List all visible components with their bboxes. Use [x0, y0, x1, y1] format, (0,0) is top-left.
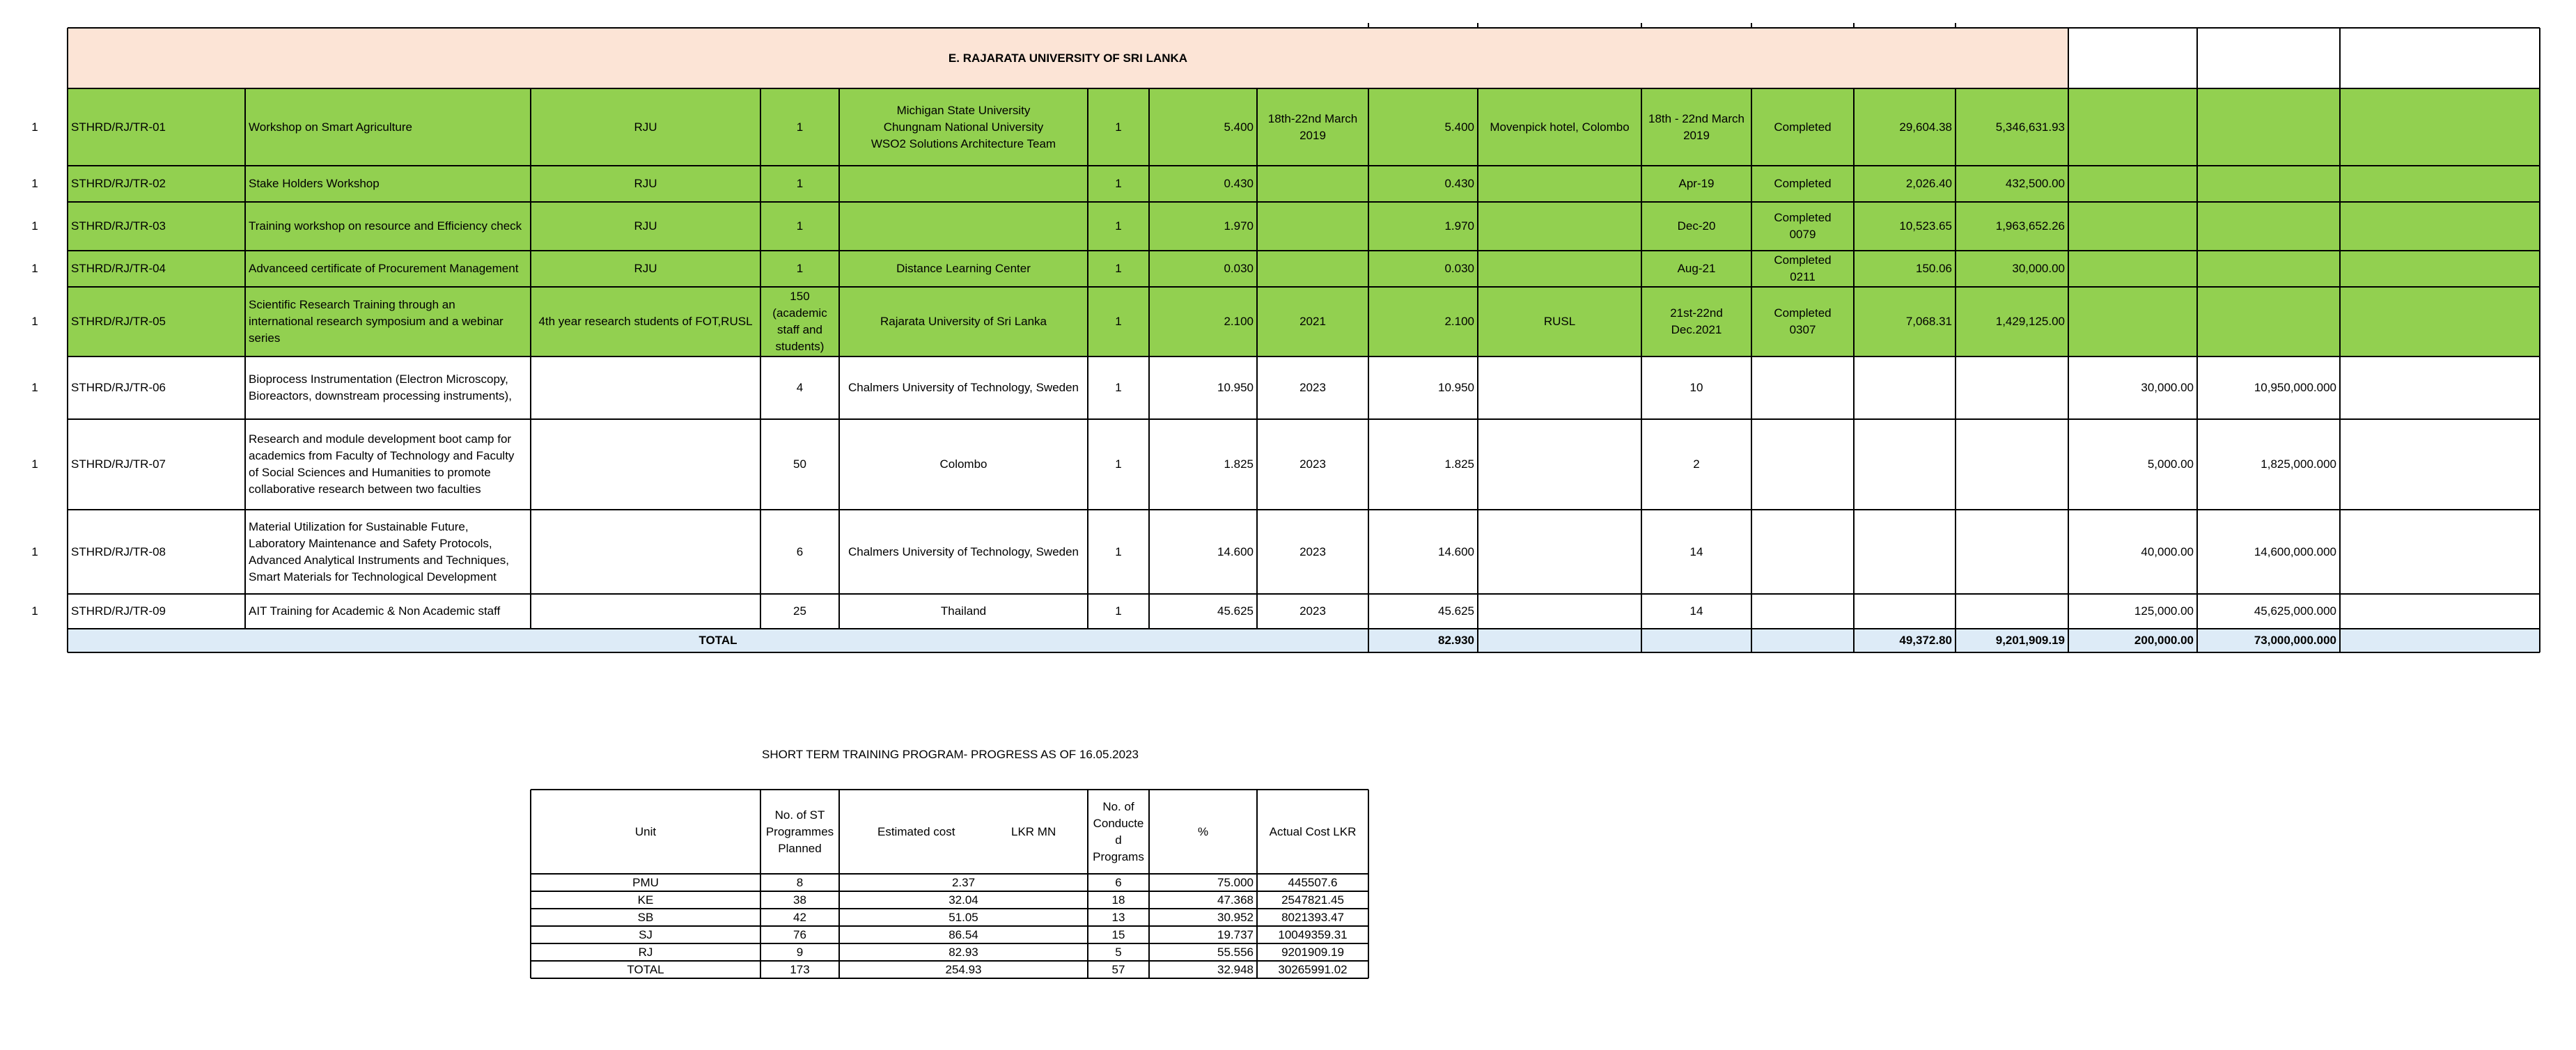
cell-code: STHRD/RJ/TR-08 [71, 544, 166, 558]
cell-usd-cost [1854, 356, 1956, 419]
summary-cell-est: 2.37 [951, 875, 976, 889]
grid-line-v [1368, 629, 1369, 652]
cell-participants: 150 (academic staff and students) [772, 290, 827, 353]
grid-line-v [1477, 88, 1478, 629]
summary-cell-est: 82.93 [949, 945, 978, 959]
cell-code: STHRD/RJ/TR-05 [71, 315, 166, 328]
cell-cost: 14.600 [1438, 544, 1474, 558]
cell-est-cost: 14.600 [1217, 544, 1254, 558]
row-number: 1 [31, 219, 38, 233]
cell-status [1751, 419, 1854, 510]
cell-usd-cost: 2,026.40 [1905, 177, 1952, 190]
cell-venue [1478, 594, 1641, 629]
summary-cell-conducted: 13 [1111, 910, 1125, 924]
summary-cell-est: 32.04 [949, 893, 978, 907]
grid-line-v [1368, 790, 1369, 978]
summary-cell-pct: 32.948 [1217, 962, 1254, 976]
cell-target: RJU [634, 262, 657, 275]
grid-line-v [760, 790, 761, 978]
summary-cell-pct: 19.737 [1217, 927, 1254, 941]
cell-count: 1 [1115, 381, 1122, 394]
cell-participants: 6 [796, 544, 804, 558]
cell-participants: 25 [793, 604, 806, 618]
cell-title: Training workshop on resource and Efficiency check [249, 219, 522, 233]
cell-actual-date: 18th - 22nd March 2019 [1648, 111, 1744, 142]
cell-target [531, 510, 760, 594]
grid-line-h [68, 250, 2540, 251]
total-lkr: 9,201,909.19 [1995, 634, 2065, 647]
summary-cell-conducted: 6 [1115, 875, 1122, 889]
cell-institution: Thailand [940, 604, 987, 618]
cell-target: RJU [634, 120, 657, 134]
cell-total-cost [2197, 251, 2340, 287]
grid-line-h [68, 652, 2540, 653]
cell-code: STHRD/RJ/TR-03 [71, 219, 166, 233]
grid-line-v [1368, 88, 1369, 629]
cell-target [531, 594, 760, 629]
cell-est-cost: 0.030 [1224, 262, 1254, 275]
cell-title: Material Utilization for Sustainable Future, Laboratory Maintenance and Safety Protocols, Advanced Analytical Instruments and Techniques, Smart Materials for Technological Development [249, 519, 509, 583]
grid-line-v [838, 88, 840, 629]
cell-unit-cost: 30,000.00 [2141, 381, 2194, 394]
cell-actual-date: Dec-20 [1677, 219, 1716, 233]
summary-cell-pct: 55.556 [1217, 945, 1254, 959]
summary-cell-unit: RJ [638, 945, 653, 959]
row-number: 1 [31, 457, 38, 471]
summary-cell-planned: 38 [793, 893, 806, 907]
cell-date: 18th-22nd March 2019 [1267, 111, 1358, 142]
cell-total-cost [2197, 287, 2340, 356]
cell-total-cost [2197, 202, 2340, 251]
row-number: 1 [31, 315, 38, 328]
grid-line-h [531, 925, 1368, 927]
cell-title: Bioprocess Instrumentation (Electron Microscopy, Bioreactors, downstream processing instruments), [249, 373, 512, 402]
grid-line-h [68, 27, 2540, 29]
grid-line-v [2539, 28, 2540, 652]
cell-total-cost [2197, 88, 2340, 166]
cell-count: 1 [1115, 457, 1122, 471]
cell-lkr-cost [1956, 510, 2068, 594]
cell-title: Workshop on Smart Agriculture [249, 120, 412, 134]
grid-line-v [1641, 88, 1642, 629]
cell-usd-cost: 7,068.31 [1905, 315, 1952, 328]
cell-lkr-cost: 5,346,631.93 [1995, 120, 2065, 134]
summary-cell-conducted: 57 [1111, 962, 1125, 976]
row-number: 1 [31, 544, 38, 558]
cell-actual-date: 21st-22nd Dec.2021 [1670, 306, 1723, 336]
summary-cell-conducted: 5 [1115, 945, 1122, 959]
cell-date: 2023 [1299, 457, 1326, 471]
cell-lkr-cost: 1,963,652.26 [1995, 219, 2065, 233]
cell-cost: 1.970 [1444, 219, 1474, 233]
cell-participants: 1 [796, 120, 804, 134]
cell-count: 1 [1115, 177, 1122, 190]
cell-lkr-cost [1956, 419, 2068, 510]
cell-lkr-cost: 1,429,125.00 [1995, 315, 2065, 328]
grid-line-h [531, 978, 1368, 979]
cell-status [1751, 510, 1854, 594]
summary-header-pct: % [1197, 824, 1209, 838]
cell-cost: 0.030 [1444, 262, 1474, 275]
cell-target [531, 419, 760, 510]
cell-unit-cost: 40,000.00 [2141, 544, 2194, 558]
grid-line-v [1853, 629, 1855, 652]
summary-header-est-cost: Estimated cost [877, 824, 955, 838]
summary-cell-est: 51.05 [949, 910, 978, 924]
grid-line-v [1641, 629, 1642, 652]
cell-title: Advanceed certificate of Procurement Management [249, 262, 519, 275]
cell-status: Completed 0211 [1774, 253, 1832, 283]
summary-cell-planned: 173 [790, 962, 810, 976]
cell-institution: Michigan State University Chungnam National University WSO2 Solutions Architecture Team [871, 103, 1056, 150]
cell-date [1257, 202, 1368, 251]
grid-line-v [1148, 88, 1150, 629]
cell-cost: 45.625 [1438, 604, 1474, 618]
summary-cell-unit: TOTAL [627, 962, 664, 976]
cell-count: 1 [1115, 120, 1122, 134]
row-number: 1 [31, 120, 38, 134]
cell-usd-cost: 29,604.38 [1899, 120, 1952, 134]
summary-cell-actual: 2547821.45 [1281, 893, 1344, 907]
grid-line-h [531, 891, 1368, 892]
grid-line-v [2068, 28, 2069, 652]
grid-line-h [68, 165, 2540, 166]
cell-date [1257, 166, 1368, 202]
cell-participants: 4 [796, 381, 804, 394]
grid-line-h [531, 943, 1368, 944]
cell-total-cost: 1,825,000.000 [2261, 457, 2336, 471]
cell-venue: Movenpick hotel, Colombo [1490, 120, 1630, 134]
grid-stub [1853, 23, 1855, 28]
cell-est-cost: 1.970 [1224, 219, 1254, 233]
summary-cell-actual: 10049359.31 [1278, 927, 1348, 941]
total-total-cost: 73,000,000.000 [2254, 634, 2336, 647]
grid-line-h [531, 789, 1368, 790]
summary-cell-est: 86.54 [949, 927, 978, 941]
cell-actual-date: 14 [1689, 604, 1703, 618]
grid-line-v [1477, 629, 1478, 652]
cell-code: STHRD/RJ/TR-06 [71, 381, 166, 394]
section-title: E. RAJARATA UNIVERSITY OF SRI LANKA [948, 51, 1188, 65]
cell-total-cost: 14,600,000.000 [2254, 544, 2336, 558]
summary-header-est-unit: LKR MN [1011, 824, 1056, 838]
cell-institution: Distance Learning Center [896, 262, 1031, 275]
cell-date: 2023 [1299, 604, 1326, 618]
cell-unit-cost: 125,000.00 [2134, 604, 2194, 618]
cell-date: 2023 [1299, 544, 1326, 558]
cell-est-cost: 5.400 [1224, 120, 1254, 134]
grid-line-h [531, 908, 1368, 909]
summary-cell-actual: 8021393.47 [1281, 910, 1344, 924]
cell-total-cost: 45,625,000.000 [2254, 604, 2336, 618]
cell-unit-cost [2068, 287, 2197, 356]
summary-cell-unit: SJ [639, 927, 653, 941]
grid-stub [1368, 23, 1369, 28]
cell-actual-date: Aug-21 [1677, 262, 1716, 275]
cell-participants: 1 [796, 219, 804, 233]
summary-cell-planned: 76 [793, 927, 806, 941]
total-usd: 49,372.80 [1899, 634, 1952, 647]
summary-cell-unit: KE [637, 893, 654, 907]
grid-stub [1477, 23, 1478, 28]
total-label: TOTAL [698, 634, 737, 647]
summary-cell-actual: 30265991.02 [1278, 962, 1348, 976]
cell-unit-cost [2068, 88, 2197, 166]
cell-code: STHRD/RJ/TR-01 [71, 120, 166, 134]
cell-cost: 5.400 [1444, 120, 1474, 134]
cell-unit-cost: 5,000.00 [2147, 457, 2194, 471]
cell-count: 1 [1115, 262, 1122, 275]
grid-line-h [68, 88, 2540, 89]
row-number: 1 [31, 177, 38, 190]
cell-est-cost: 45.625 [1217, 604, 1254, 618]
summary-title: SHORT TERM TRAINING PROGRAM- PROGRESS AS OF 16.05.2023 [761, 748, 1139, 761]
cell-count: 1 [1115, 604, 1122, 618]
cell-lkr-cost: 30,000.00 [2012, 262, 2065, 275]
cell-actual-date: Apr-19 [1678, 177, 1715, 190]
cell-participants: 1 [796, 177, 804, 190]
grid-line-v [1751, 88, 1752, 629]
grid-line-h [531, 873, 1368, 875]
cell-unit-cost [2068, 166, 2197, 202]
total-cost2: 82.930 [1438, 634, 1474, 647]
grid-stub [1641, 23, 1642, 28]
cell-institution: Chalmers University of Technology, Sweden [848, 381, 1079, 394]
cell-venue [1478, 356, 1641, 419]
summary-cell-conducted: 15 [1111, 927, 1125, 941]
cell-total-cost: 10,950,000.000 [2254, 381, 2336, 394]
cell-code: STHRD/RJ/TR-07 [71, 457, 166, 471]
grid-line-v [1256, 790, 1258, 978]
cell-target: RJU [634, 177, 657, 190]
grid-line-v [2339, 28, 2341, 652]
grid-line-h [68, 628, 2540, 629]
total-unit-cost: 200,000.00 [2134, 634, 2194, 647]
cell-cost: 10.950 [1438, 381, 1474, 394]
cell-institution: Rajarata University of Sri Lanka [880, 315, 1047, 328]
cell-venue [1478, 166, 1641, 202]
cell-usd-cost [1854, 594, 1956, 629]
summary-cell-pct: 30.952 [1217, 910, 1254, 924]
cell-venue: RUSL [1543, 315, 1576, 328]
cell-date [1257, 251, 1368, 287]
summary-header-actual: Actual Cost LKR [1269, 824, 1357, 838]
cell-est-cost: 1.825 [1224, 457, 1254, 471]
grid-line-h [68, 593, 2540, 595]
summary-cell-est: 254.93 [945, 962, 982, 976]
cell-title: AIT Training for Academic & Non Academic staff [249, 604, 501, 618]
grid-line-v [67, 28, 68, 652]
cell-status: Completed 0079 [1774, 211, 1832, 241]
summary-cell-conducted: 18 [1111, 893, 1125, 907]
grid-line-h [68, 418, 2540, 420]
grid-line-v [838, 790, 840, 978]
summary-cell-unit: SB [637, 910, 654, 924]
summary-cell-unit: PMU [632, 875, 659, 889]
cell-date: 2023 [1299, 381, 1326, 394]
cell-title: Scientific Research Training through an international research symposium and a webinar series [249, 298, 504, 345]
cell-target: RJU [634, 219, 657, 233]
grid-stub [1751, 23, 1752, 28]
cell-institution: Chalmers University of Technology, Sweden [848, 544, 1079, 558]
cell-cost: 1.825 [1444, 457, 1474, 471]
cell-status [1751, 594, 1854, 629]
cell-unit-cost [2068, 202, 2197, 251]
cell-est-cost: 10.950 [1217, 381, 1254, 394]
row-number: 1 [31, 381, 38, 394]
cell-cost: 2.100 [1444, 315, 1474, 328]
cell-lkr-cost [1956, 594, 2068, 629]
grid-line-v [530, 790, 531, 978]
cell-date: 2021 [1299, 315, 1326, 328]
row-number: 1 [31, 262, 38, 275]
row-number: 1 [31, 604, 38, 618]
grid-line-v [1087, 88, 1088, 629]
cell-actual-date: 14 [1689, 544, 1703, 558]
cell-venue [1478, 510, 1641, 594]
grid-line-v [1087, 790, 1088, 978]
cell-code: STHRD/RJ/TR-04 [71, 262, 166, 275]
grid-line-v [1148, 790, 1150, 978]
grid-line-h [68, 286, 2540, 288]
summary-header-conducted: No. of Conducte d Programs [1093, 799, 1144, 863]
cell-venue [1478, 202, 1641, 251]
cell-actual-date: 2 [1693, 457, 1700, 471]
cell-institution [839, 166, 1088, 202]
cell-venue [1478, 251, 1641, 287]
grid-stub [1955, 23, 1956, 28]
cell-count: 1 [1115, 219, 1122, 233]
cell-est-cost: 2.100 [1224, 315, 1254, 328]
summary-cell-pct: 75.000 [1217, 875, 1254, 889]
grid-line-v [1751, 629, 1752, 652]
summary-header-planned: No. of ST Programmes Planned [765, 808, 834, 855]
cell-count: 1 [1115, 315, 1122, 328]
cell-actual-date: 10 [1689, 381, 1703, 394]
summary-cell-pct: 47.368 [1217, 893, 1254, 907]
cell-status: Completed 0307 [1774, 306, 1832, 336]
cell-institution: Colombo [939, 457, 988, 471]
grid-line-v [2196, 28, 2198, 652]
grid-line-v [1955, 88, 1956, 629]
cell-venue [1478, 419, 1641, 510]
summary-header-unit: Unit [634, 824, 657, 838]
grid-line-h [68, 201, 2540, 203]
cell-status [1751, 356, 1854, 419]
grid-line-v [1853, 88, 1855, 629]
cell-usd-cost [1854, 419, 1956, 510]
cell-cost: 0.430 [1444, 177, 1474, 190]
cell-target: 4th year research students of FOT,RUSL [538, 315, 753, 328]
cell-title: Stake Holders Workshop [249, 177, 380, 190]
summary-cell-planned: 8 [796, 875, 804, 889]
grid-line-v [760, 88, 761, 629]
grid-line-v [1256, 88, 1258, 629]
cell-lkr-cost: 432,500.00 [2005, 177, 2065, 190]
summary-cell-actual: 445507.6 [1288, 875, 1338, 889]
cell-usd-cost: 10,523.65 [1899, 219, 1952, 233]
summary-cell-planned: 42 [793, 910, 806, 924]
grid-line-v [1955, 629, 1956, 652]
cell-unit-cost [2068, 251, 2197, 287]
cell-total-cost [2197, 166, 2340, 202]
summary-cell-planned: 9 [796, 945, 804, 959]
cell-usd-cost [1854, 510, 1956, 594]
cell-lkr-cost [1956, 356, 2068, 419]
grid-line-h [68, 509, 2540, 510]
cell-code: STHRD/RJ/TR-09 [71, 604, 166, 618]
cell-count: 1 [1115, 544, 1122, 558]
cell-target [531, 356, 760, 419]
cell-title: Research and module development boot camp for academics from Faculty of Technology and Faculty of Social Sciences and Humanities to promote collaborative research between two faculties [249, 432, 515, 496]
grid-line-v [244, 88, 246, 629]
cell-status: Completed [1774, 120, 1832, 134]
cell-code: STHRD/RJ/TR-02 [71, 177, 166, 190]
cell-status: Completed [1774, 177, 1832, 190]
cell-usd-cost: 150.06 [1916, 262, 1952, 275]
grid-line-h [68, 356, 2540, 357]
cell-participants: 1 [796, 262, 804, 275]
cell-participants: 50 [793, 457, 806, 471]
cell-institution [839, 202, 1088, 251]
cell-est-cost: 0.430 [1224, 177, 1254, 190]
grid-line-v [530, 88, 531, 629]
grid-line-h [531, 960, 1368, 962]
summary-cell-actual: 9201909.19 [1281, 945, 1344, 959]
